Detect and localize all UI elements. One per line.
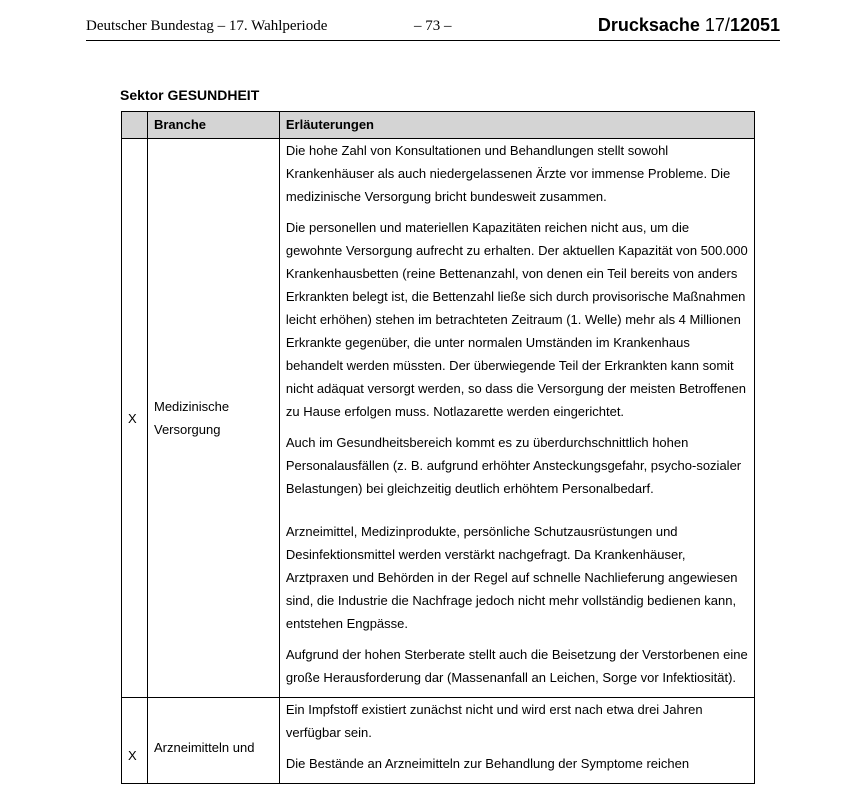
explanation-paragraph: Arzneimittel, Medizinprodukte, persönliche Schutzausrüstungen und Desinfektionsmittel werden verstärkt nachgefragt. Da Krankenhäuser, Arztpraxen und Behörden in der Regel auf schnelle Nachlieferung angewiesen sind, die Industrie die Nachfrage jedoch nicht mehr vollständig bedienen kann, entstehen Engpässe. [285,524,738,631]
table-row [122,139,755,698]
header-document-number [598,15,780,36]
sector-table [121,111,755,784]
table-row [122,698,755,784]
page-header [86,14,780,41]
branch-line: Medizinische [153,399,230,414]
row-explanation [279,698,754,784]
header-document-id: 12051 [729,15,780,35]
column-header-branche: Branche [147,112,279,139]
row-branch [147,698,279,784]
header-document-prefix: 17/ [704,15,730,35]
header-publisher: Deutscher Bundestag – 17. Wahlperiode [86,18,328,34]
row-explanation [279,139,754,698]
explanation-paragraph: Auch im Gesundheitsbereich kommt es zu überdurchschnittlich hohen Personalausfällen (z. B. aufgrund erhöhter Ansteckungsgefahr, psycho-sozialer Belastungen) bei gleichzeitig deutlich erhöhtem Personalbedarf. [285,435,742,496]
explanation-paragraph: Die hohe Zahl von Konsultationen und Behandlungen stellt sowohl Krankenhäuser als auch niedergelassenen Ärzte vor immense Probleme. Die medizinische Versorgung bricht bundesweit zusammen. [285,143,731,204]
explanation-paragraph: Ein Impfstoff existiert zunächst nicht und wird erst nach etwa drei Jahren verfügbar sein. [285,702,703,740]
table-header-row [122,112,755,139]
explanation-paragraph: Aufgrund der hohen Sterberate stellt auch die Beisetzung der Verstorbenen eine große Herausforderung dar (Massenanfall an Leichen, Sorge vor Infektiosität). [285,647,748,685]
row-mark: X [122,139,148,698]
row-mark: X [122,698,148,784]
column-header-mark [122,112,148,139]
header-document-label: Drucksache [597,15,705,35]
header-page-number: – 73 – [414,18,452,34]
column-header-erlaeuterungen: Erläuterungen [279,112,754,139]
explanation-paragraph: Die personellen und materiellen Kapazitäten reichen nicht aus, um die gewohnte Versorgung aufrecht zu erhalten. Der aktuellen Kapazität von 500.000 Krankenhausbetten (reine Bettenanzahl, von denen ein Teil bereits von anders Erkrankten belegt ist, die Bettenzahl ließe sich durch provisorische Maßnahmen leicht erhöhen) stehen im betrachteten Zeitraum (1. Welle) mehr als 4 Millionen Erkrankte gegenüber, die unter normalen Umständen im Krankenhaus behandelt werden müssten. Der überwiegende Teil der Erkrankten kann somit nicht adäquat versorgt werden, so dass die Versorgung der meisten Betroffenen zu Hause erfolgen muss. Notlazarette werden eingerichtet. [285,220,748,419]
row-branch [147,139,279,698]
section-title: Sektor GESUNDHEIT [120,87,260,103]
explanation-paragraph: Die Bestände an Arzneimitteln zur Behandlung der Symptome reichen [285,756,690,771]
branch-line: Versorgung [153,422,221,437]
branch-line: Arzneimitteln und [153,740,255,755]
